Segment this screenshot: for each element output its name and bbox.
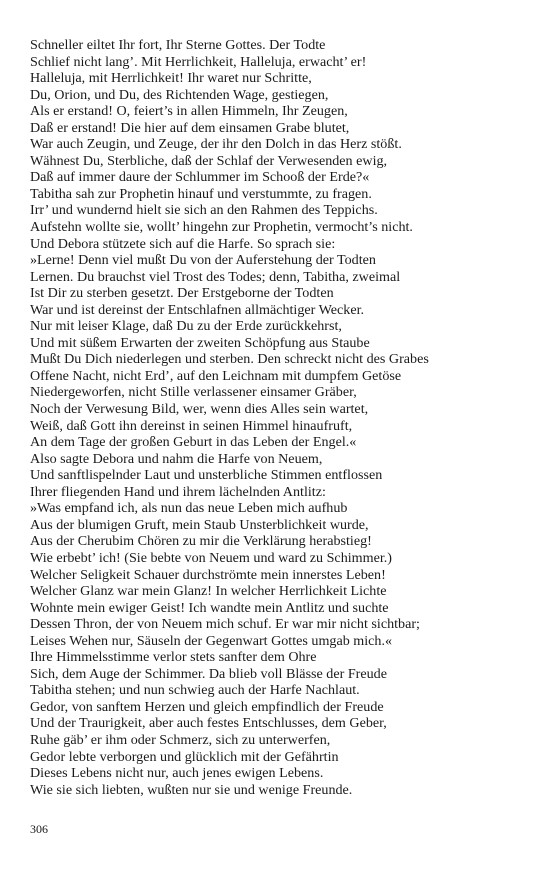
text-line-13: Und Debora stützete sich auf die Harfe. So sprach sie:: [30, 235, 336, 252]
text-line-28: Ihrer fliegenden Hand und ihrem lächelnden Antlitz:: [30, 483, 326, 500]
text-line-29: »Was empfand ich, als nun das neue Leben mich aufhub: [30, 500, 348, 517]
text-line-38: Ihre Himmelsstimme verlor stets sanfter dem Ohre: [30, 649, 317, 666]
page-number: 306: [30, 822, 48, 836]
text-line-32: Wie erbebt’ ich! (Sie bebte von Neuem und ward zu Schimmer.): [30, 549, 392, 566]
text-line-21: Offene Nacht, nicht Erd’, auf den Leichnam mit dumpfem Getöse: [30, 367, 402, 384]
text-line-46: Wie sie sich liebten, wußten nur sie und wenige Freunde.: [30, 781, 353, 798]
text-line-15: Lernen. Du brauchst viel Trost des Todes; denn, Tabitha, zweimal: [30, 268, 401, 285]
poem-text: [30, 37, 535, 798]
text-line-22: Niedergeworfen, nicht Stille verlassener einsamer Gräber,: [30, 384, 357, 401]
text-line-17: War und ist dereinst der Entschlafnen allmächtiger Wecker.: [30, 301, 365, 318]
text-line-33: Welcher Seligkeit Schauer durchströmte mein innerstes Leben!: [30, 566, 386, 583]
text-line-37: Leises Wehen nur, Säuseln der Gegenwart Gottes umgab mich.«: [30, 632, 393, 649]
text-line-45: Dieses Lebens nicht nur, auch jenes ewigen Lebens.: [30, 765, 324, 782]
text-line-31: Aus der Cherubim Chören zu mir die Verklärung herabstieg!: [30, 533, 372, 550]
text-line-5: Als er erstand! O, feiert’s in allen Himmeln, Ihr Zeugen,: [30, 103, 348, 120]
text-line-27: Und sanftlispelnder Laut und unsterbliche Stimmen entflossen: [30, 467, 383, 484]
text-line-25: An dem Tage der großen Geburt in das Leben der Engel.«: [30, 434, 357, 451]
text-line-23: Noch der Verwesung Bild, wer, wenn dies Alles sein wartet,: [30, 401, 369, 418]
text-line-12: Aufstehn wollte sie, wollt’ hingehn zur Prophetin, vermocht’s nicht.: [30, 219, 413, 236]
text-line-14: »Lerne! Denn viel mußt Du von der Auferstehung der Todten: [30, 252, 376, 269]
text-line-36: Dessen Thron, der von Neuem mich schuf. Er war mir nicht sichtbar;: [30, 616, 420, 633]
text-line-34: Welcher Glanz war mein Glanz! In welcher Herrlichkeit Lichte: [30, 583, 387, 600]
text-line-1: Schneller eiltet Ihr fort, Ihr Sterne Gottes. Der Todte: [30, 37, 326, 53]
text-line-26: Also sagte Debora und nahm die Harfe von Neuem,: [30, 450, 323, 467]
text-line-9: Daß auf immer daure der Schlummer im Schooß der Erde?«: [30, 169, 370, 186]
text-line-43: Ruhe gäb’ er ihm oder Schmerz, sich zu unterwerfen,: [30, 731, 331, 748]
text-line-18: Nur mit leiser Klage, daß Du zu der Erde zurückkehrst,: [30, 318, 342, 335]
text-line-44: Gedor lebte verborgen und glücklich mit der Gefährtin: [30, 748, 339, 765]
text-line-24: Weiß, daß Gott ihn dereinst in seinen Himmel hinaufruft,: [30, 417, 353, 434]
text-line-19: Und mit süßem Erwarten der zweiten Schöpfung aus Staube: [30, 334, 370, 351]
text-line-2: Schlief nicht lang’. Mit Herrlichkeit, Halleluja, erwacht’ er!: [30, 53, 367, 70]
text-line-7: War auch Zeugin, und Zeuge, der ihr den Dolch in das Herz stößt.: [30, 136, 402, 153]
text-line-4: Du, Orion, und Du, des Richtenden Wage, gestiegen,: [30, 86, 329, 103]
text-line-6: Daß er erstand! Die hier auf dem einsamen Grabe blutet,: [30, 119, 350, 136]
text-line-30: Aus der blumigen Gruft, mein Staub Unsterblichkeit wurde,: [30, 516, 369, 533]
text-line-3: Halleluja, mit Herrlichkeit! Ihr waret nur Schritte,: [30, 70, 312, 87]
text-line-41: Gedor, von sanftem Herzen und gleich empfindlich der Freude: [30, 698, 384, 715]
text-line-20: Mußt Du Dich niederlegen und sterben. Den schreckt nicht des Grabes: [30, 351, 429, 368]
text-line-42: Und der Traurigkeit, aber auch festes Entschlusses, dem Geber,: [30, 715, 387, 732]
text-line-10: Tabitha sah zur Prophetin hinauf und verstummte, zu fragen.: [30, 185, 372, 202]
text-line-39: Sich, dem Auge der Schimmer. Da blieb voll Blässe der Freude: [30, 665, 387, 682]
text-line-11: Irr’ und wundernd hielt sie sich an den Rahmen des Teppichs.: [30, 202, 378, 219]
text-line-16: Ist Dir zu sterben gesetzt. Der Erstgeborne der Todten: [30, 285, 334, 302]
text-line-35: Wohnte mein ewiger Geist! Ich wandte mein Antlitz und suchte: [30, 599, 389, 616]
text-line-40: Tabitha stehen; und nun schwieg auch der Harfe Nachlaut.: [30, 682, 360, 699]
text-line-8: Wähnest Du, Sterbliche, daß der Schlaf der Verwesenden ewig,: [30, 152, 388, 169]
